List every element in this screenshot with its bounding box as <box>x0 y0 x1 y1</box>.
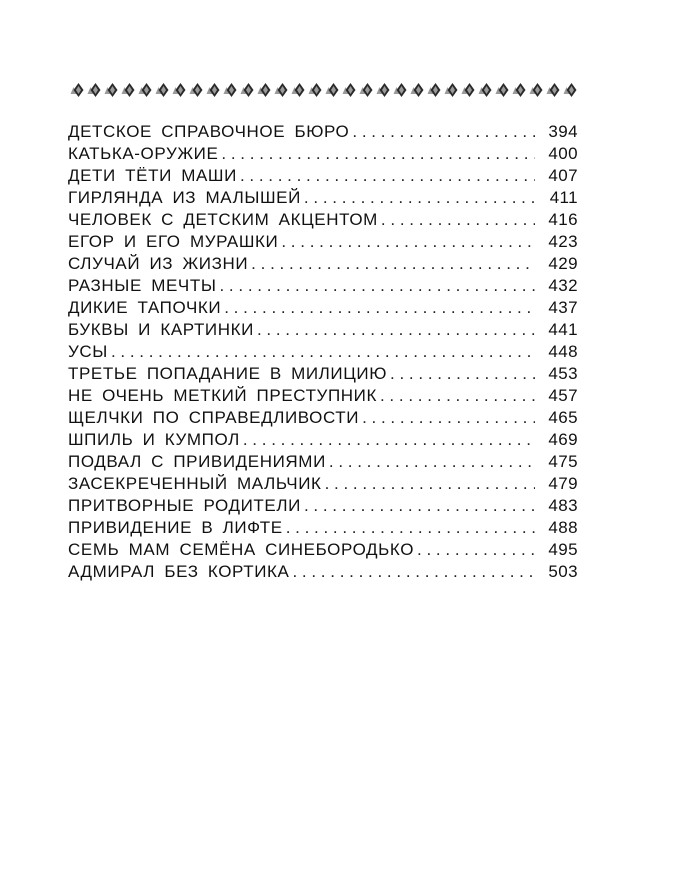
toc-entry[interactable] <box>68 451 578 473</box>
toc-dot-leader <box>257 319 535 341</box>
ornament-diamond <box>547 83 560 97</box>
toc-entry-title: ТРЕТЬЕ ПОПАДАНИЕ В МИЛИЦИЮ <box>68 364 388 383</box>
ornament-diamond <box>139 83 152 97</box>
toc-dot-leader <box>304 495 535 517</box>
ornament-diamond <box>156 83 169 97</box>
ornament-diamond <box>275 83 288 97</box>
toc-dot-leader <box>362 407 535 429</box>
toc-entry[interactable] <box>68 407 578 429</box>
ornament-diamond <box>343 83 356 97</box>
toc-entry-page: 429 <box>548 254 578 273</box>
toc-dot-leader <box>281 231 535 253</box>
toc-entry-title: СЕМЬ МАМ СЕМЁНА СИНЕБОРОДЬКО <box>68 540 415 559</box>
toc-entry-title: ПРИТВОРНЫЕ РОДИТЕЛИ <box>68 496 301 515</box>
ornament-diamond <box>428 83 441 97</box>
toc-entry-page: 483 <box>548 496 578 515</box>
toc-entry[interactable] <box>68 341 578 363</box>
toc-entry-title: ШПИЛЬ И КУМПОЛ <box>68 430 240 449</box>
ornament-diamond <box>309 83 322 97</box>
toc-entry[interactable] <box>68 187 578 209</box>
toc-entry[interactable] <box>68 495 578 517</box>
toc-entry[interactable] <box>68 319 578 341</box>
toc-entry-page: 503 <box>548 562 578 581</box>
ornament-diamond <box>360 83 373 97</box>
toc-entry-page: 423 <box>548 232 578 251</box>
toc-dot-leader <box>390 363 535 385</box>
ornament-diamond <box>445 83 458 97</box>
toc-entry-title: КАТЬКА-ОРУЖИЕ <box>68 144 219 163</box>
toc-entry-title: БУКВЫ И КАРТИНКИ <box>68 320 254 339</box>
toc-dot-leader <box>380 385 535 407</box>
ornament-diamond <box>377 83 390 97</box>
toc-dot-leader <box>111 341 535 363</box>
toc-entry-title: ЕГОР И ЕГО МУРАШКИ <box>68 232 279 251</box>
toc-entry-title: ПОДВАЛ С ПРИВИДЕНИЯМИ <box>68 452 326 471</box>
toc-entry-title: СЛУЧАЙ ИЗ ЖИЗНИ <box>68 254 249 273</box>
toc-entry[interactable] <box>68 297 578 319</box>
toc-entry[interactable] <box>68 275 578 297</box>
toc-dot-leader <box>417 539 535 561</box>
toc-entry-title: ДЕТСКОЕ СПРАВОЧНОЕ БЮРО <box>68 122 350 141</box>
toc-entry[interactable] <box>68 121 578 143</box>
ornament-diamond <box>394 83 407 97</box>
toc-entry[interactable] <box>68 429 578 451</box>
ornament-diamond <box>530 83 543 97</box>
toc-entry-title: ПРИВИДЕНИЕ В ЛИФТЕ <box>68 518 283 537</box>
toc-dot-leader <box>304 187 535 209</box>
toc-entry[interactable] <box>68 517 578 539</box>
toc-entry-title: ДИКИЕ ТАПОЧКИ <box>68 298 222 317</box>
toc-entry-page: 441 <box>548 320 578 339</box>
toc-entry-page: 411 <box>549 188 578 207</box>
toc-entry-page: 479 <box>548 474 578 493</box>
toc-entry-title: ГИРЛЯНДА ИЗ МАЛЫШЕЙ <box>68 188 301 207</box>
ornament-diamond <box>88 83 101 97</box>
ornament-diamond <box>496 83 509 97</box>
ornament-diamond <box>224 83 237 97</box>
toc-entry[interactable] <box>68 165 578 187</box>
toc-entry-page: 465 <box>548 408 578 427</box>
toc-dot-leader <box>325 473 535 495</box>
toc-entry-title: ЗАСЕКРЕЧЕННЫЙ МАЛЬЧИК <box>68 474 322 493</box>
ornament-diamond <box>411 83 424 97</box>
toc-dot-leader <box>329 451 535 473</box>
toc-dot-leader <box>352 121 535 143</box>
ornament-diamond <box>513 83 526 97</box>
toc-entry[interactable] <box>68 561 578 583</box>
toc-entry-page: 457 <box>548 386 578 405</box>
toc-entry-title: АДМИРАЛ БЕЗ КОРТИКА <box>68 562 290 581</box>
ornament-diamond <box>479 83 492 97</box>
toc-dot-leader <box>240 165 535 187</box>
toc-dot-leader <box>243 429 535 451</box>
toc-entry[interactable] <box>68 539 578 561</box>
toc-entry-title: ЩЕЛЧКИ ПО СПРАВЕДЛИВОСТИ <box>68 408 360 427</box>
toc-entry-title: НЕ ОЧЕНЬ МЕТКИЙ ПРЕСТУПНИК <box>68 386 377 405</box>
toc-dot-leader <box>224 297 535 319</box>
ornament-diamond <box>258 83 271 97</box>
toc-dot-leader <box>292 561 535 583</box>
toc-entry[interactable] <box>68 253 578 275</box>
ornament-diamond <box>71 83 84 97</box>
ornament-diamond <box>173 83 186 97</box>
ornament-diamond <box>122 83 135 97</box>
toc-entry-page: 453 <box>548 364 578 383</box>
toc-entry-page: 495 <box>548 540 578 559</box>
ornament-diamond <box>190 83 203 97</box>
ornament-diamond <box>207 83 220 97</box>
toc-entry[interactable] <box>68 143 578 165</box>
toc-entry-title: ДЕТИ ТЁТИ МАШИ <box>68 166 237 185</box>
toc-dot-leader <box>286 517 535 539</box>
diamond-border-ornament-icon <box>70 80 580 100</box>
ornament-diamond <box>241 83 254 97</box>
ornament-diamond <box>326 83 339 97</box>
toc-entry[interactable] <box>68 363 578 385</box>
toc-dot-leader <box>219 275 535 297</box>
toc-entry[interactable] <box>68 473 578 495</box>
toc-entry-page: 416 <box>548 210 578 229</box>
toc-entry-page: 469 <box>548 430 578 449</box>
toc-entry[interactable] <box>68 209 578 231</box>
toc-entry-title: УСЫ <box>68 342 108 361</box>
toc-entry-page: 475 <box>548 452 578 471</box>
ornament-diamond <box>292 83 305 97</box>
toc-entry-page: 488 <box>548 518 578 537</box>
toc-entry-page: 407 <box>548 166 578 185</box>
toc-entry-page: 432 <box>548 276 578 295</box>
toc-entry-page: 394 <box>548 122 578 141</box>
toc-entry-page: 448 <box>548 342 578 361</box>
toc-dot-leader <box>381 209 535 231</box>
ornament-diamond <box>105 83 118 97</box>
toc-entry-title: РАЗНЫЕ МЕЧТЫ <box>68 276 217 295</box>
toc-dot-leader <box>251 253 535 275</box>
toc-dot-leader <box>221 143 535 165</box>
toc-entry-title: ЧЕЛОВЕК С ДЕТСКИМ АКЦЕНТОМ <box>68 210 378 229</box>
table-of-contents <box>68 121 578 583</box>
ornament-diamond <box>462 83 475 97</box>
ornament-diamond <box>564 83 577 97</box>
toc-entry-page: 437 <box>548 298 578 317</box>
toc-entry[interactable] <box>68 231 578 253</box>
toc-entry-page: 400 <box>548 144 578 163</box>
toc-entry[interactable] <box>68 385 578 407</box>
